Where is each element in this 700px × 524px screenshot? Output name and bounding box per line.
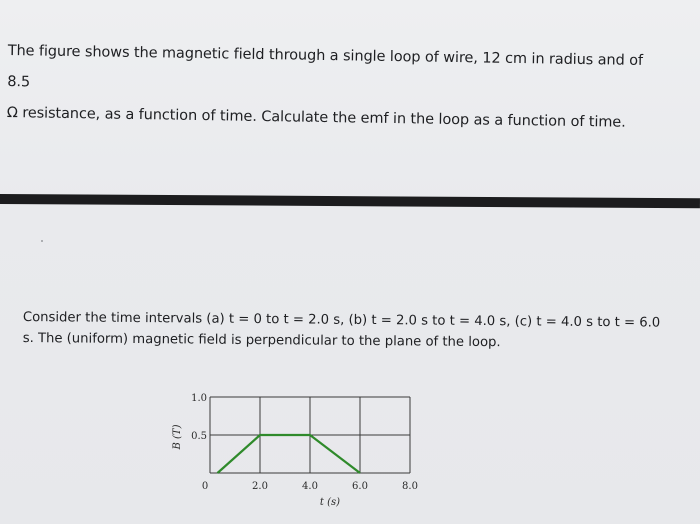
b-field-line <box>218 435 361 473</box>
magnetic-field-graph <box>160 380 420 510</box>
context-text <box>23 307 663 355</box>
question-line-2: Ω resistance, as a function of time. Calculate the emf in the loop as a function of time. <box>6 104 626 131</box>
x-tick-label: 4.0 <box>302 481 318 492</box>
y-tick-label: 0.5 <box>191 431 207 442</box>
x-tick-label: 0 <box>201 481 209 492</box>
graph-svg <box>160 380 420 510</box>
section-divider <box>0 194 700 208</box>
question-line-1: The figure shows the magnetic field through a single loop of wire, 12 cm in radius and of 8.5 <box>7 42 644 91</box>
x-tick-label: 2.0 <box>252 481 268 492</box>
y-tick-label: 1.0 <box>191 393 207 404</box>
x-axis-label: t (s) <box>319 497 341 508</box>
y-axis-label: B (T) <box>172 424 183 450</box>
x-tick-label: 6.0 <box>352 481 368 492</box>
speck <box>41 240 43 242</box>
x-tick-label: 8.0 <box>402 481 418 492</box>
question-text <box>7 36 668 139</box>
context-line-1: Consider the time intervals (a) t = 0 to t = 2.0 s, (b) t = 2.0 s to t = 4.0 s, (c) t = 4.0 s to t = 6.0 <box>22 309 661 331</box>
context-line-2: s. The (uniform) magnetic field is perpendicular to the plane of the loop. <box>22 330 501 351</box>
